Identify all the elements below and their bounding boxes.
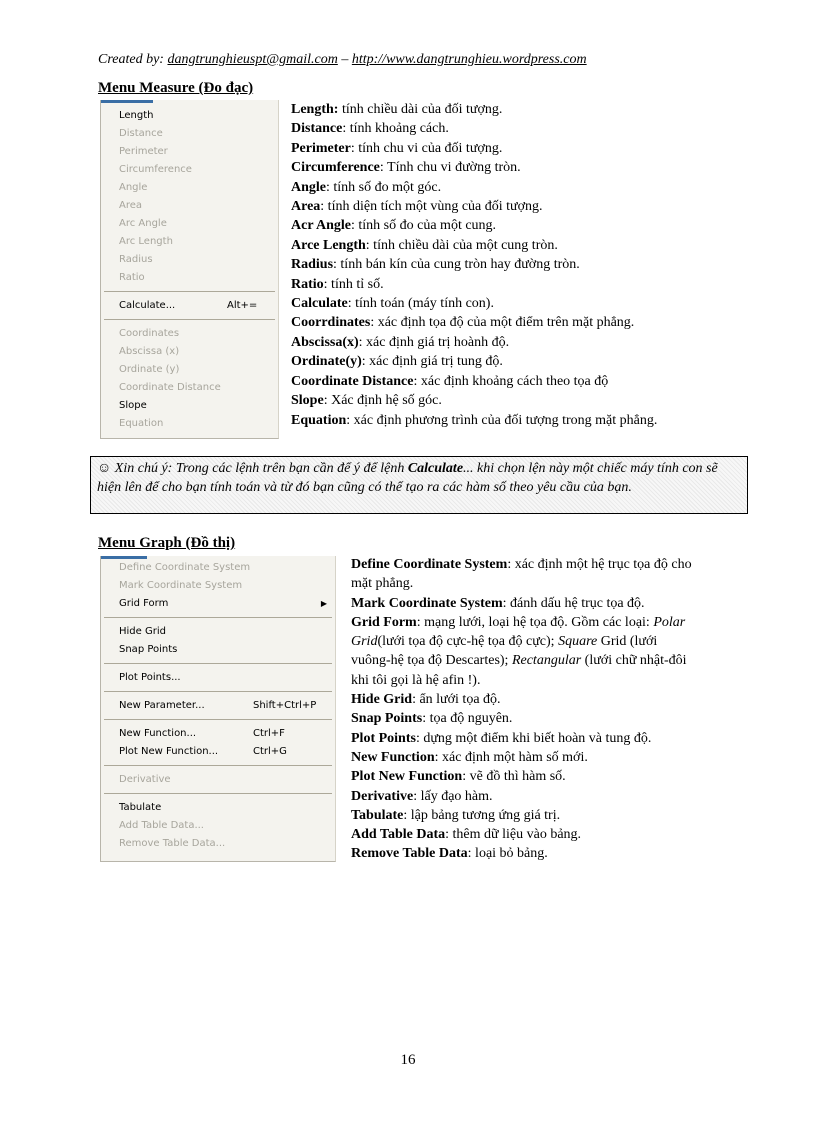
desc-item: khi tôi gọi là hệ afin !). (351, 672, 481, 688)
menu-separator (104, 319, 275, 320)
measure-menu-item-ordinate: Ordinate (y) (119, 364, 180, 375)
graph-descriptions (351, 555, 751, 864)
measure-menu-item-perimeter: Perimeter (119, 146, 168, 157)
graph-menu-item-plot-new-function[interactable]: Plot New Function... (119, 746, 219, 757)
measure-menu-item-radius: Radius (119, 254, 153, 265)
menu-separator (104, 617, 332, 618)
graph-menu-item-tabulate[interactable]: Tabulate (119, 802, 162, 813)
desc-item: Abscissa(x): xác định giá trị hoành độ. (291, 334, 510, 350)
desc-item: Calculate: tính toán (máy tính con). (291, 296, 494, 312)
desc-item: mặt phẳng. (351, 576, 414, 592)
measure-menu-item-arc-length: Arc Length (119, 236, 173, 247)
desc-item: Hide Grid: ẩn lưới tọa độ. (351, 692, 501, 708)
desc-item: Snap Points: tọa độ nguyên. (351, 711, 513, 727)
menu-separator (104, 765, 332, 766)
desc-item: Plot New Function: vẽ đồ thì hàm số. (351, 769, 566, 785)
measure-menu-item-calculate[interactable]: Calculate... (119, 300, 176, 311)
graph-menu-item-add-table-data: Add Table Data... (119, 820, 204, 831)
page-number: 16 (400, 1052, 416, 1068)
menu-separator (104, 793, 332, 794)
header-separator: – (337, 52, 352, 67)
desc-item: Distance: tính khoảng cách. (291, 121, 449, 137)
menu-highlight-bar (101, 556, 147, 559)
measure-menu-screenshot (100, 100, 279, 439)
measure-menu-item-area: Area (119, 200, 143, 211)
email-link[interactable]: dangtrunghieuspt@gmail.com (167, 52, 338, 67)
desc-item: Circumference: Tính chu vi đường tròn. (291, 160, 521, 176)
graph-section-title: Menu Graph (Đồ thị) (98, 535, 236, 551)
menu-separator (104, 291, 275, 292)
graph-menu-item-hide-grid[interactable]: Hide Grid (119, 626, 166, 637)
smiley-icon: ☺ (97, 461, 112, 476)
measure-menu-item-circumference: Circumference (119, 164, 192, 175)
desc-item: Add Table Data: thêm dữ liệu vào bảng. (351, 827, 582, 843)
website-link[interactable]: http://www.dangtrunghieu.wordpress.com (351, 52, 587, 67)
graph-menu-screenshot (100, 556, 336, 862)
measure-menu-item-equation: Equation (119, 418, 164, 429)
desc-item: Length: tính chiều dài của đối tượng. (291, 102, 503, 117)
desc-item: Grid Form: mạng lưới, loại hệ tọa độ. Gồm các loại: Polar (351, 614, 686, 630)
measure-menu-item-coordinate-distance: Coordinate Distance (119, 382, 221, 393)
new-function-shortcut: Ctrl+F (253, 728, 285, 739)
graph-menu-item-derivative: Derivative (119, 774, 171, 785)
desc-item: Coorrdinates: xác định tọa độ của một điểm trên mặt phẳng. (291, 315, 635, 331)
graph-menu-item-define-coordinate-system: Define Coordinate System (119, 562, 251, 573)
graph-menu-item-mark-coordinate-system: Mark Coordinate System (119, 580, 243, 591)
calculate-shortcut: Alt+= (227, 300, 258, 311)
desc-item: Remove Table Data: loại bỏ bảng. (351, 846, 548, 862)
desc-item: vuông-hệ tọa độ Descartes); Rectangular (lưới chữ nhật-đôi (351, 653, 687, 669)
desc-item: Acr Angle: tính số đo của một cung. (291, 218, 497, 234)
desc-item: Arce Length: tính chiều dài của một cung tròn. (291, 237, 558, 253)
note-box: ☺ Xin chú ý: Trong các lệnh trên bạn cần để ý để lệnh Calculate... khi chọn lện này một chiếc máy tính con sẽ hiện lên để cho bạn tính toán và từ đó bạn cũng có thể tạo ra các hàm số theo yêu cầu của bạn. (90, 456, 748, 514)
measure-section-title: Menu Measure (Đo đạc) (98, 80, 254, 96)
desc-item: Grid(lưới tọa độ cực-hệ tọa độ cực); Square Grid (lưới (351, 634, 658, 650)
graph-menu-item-new-function[interactable]: New Function... (119, 728, 197, 739)
menu-separator (104, 719, 332, 720)
submenu-arrow-icon: ▶ (320, 599, 327, 608)
desc-item: Equation: xác định phương trình của đối tượng trong mặt phẳng. (291, 412, 658, 428)
desc-item: Perimeter: tính chu vi của đối tượng. (291, 140, 503, 156)
measure-menu-item-length[interactable]: Length (119, 110, 154, 121)
desc-item: Coordinate Distance: xác định khoảng cách theo tọa độ (291, 373, 609, 389)
header-prefix: Created by: (98, 52, 168, 67)
new-parameter-shortcut: Shift+Ctrl+P (253, 700, 317, 711)
graph-menu-item-grid-form[interactable]: Grid Form (119, 598, 169, 609)
graph-menu-item-remove-table-data: Remove Table Data... (119, 838, 226, 849)
desc-item: Ratio: tính tỉ số. (291, 276, 384, 292)
measure-menu-item-slope[interactable]: Slope (119, 400, 147, 411)
desc-item: Derivative: lấy đạo hàm. (351, 788, 493, 804)
desc-item: Radius: tính bán kín của cung tròn hay đường tròn. (291, 257, 580, 273)
desc-item: Area: tính diện tích một vùng của đối tượng. (291, 199, 543, 215)
desc-item: Ordinate(y): xác định giá trị tung độ. (291, 354, 503, 370)
menu-separator (104, 691, 332, 692)
desc-item: New Function: xác định một hàm số mới. (351, 749, 588, 765)
desc-item: Plot Points: dựng một điểm khi biết hoàn và tung độ. (351, 730, 652, 746)
graph-menu-item-new-parameter[interactable]: New Parameter... (119, 700, 205, 711)
desc-item: Angle: tính số đo một góc. (291, 179, 442, 195)
graph-menu-item-plot-points[interactable]: Plot Points... (119, 672, 181, 683)
measure-menu-item-coordinates: Coordinates (119, 328, 180, 339)
plot-new-function-shortcut: Ctrl+G (253, 746, 287, 757)
menu-separator (104, 663, 332, 664)
desc-item: Mark Coordinate System: đánh dấu hệ trục tọa độ. (351, 595, 645, 611)
page-header (98, 52, 587, 68)
graph-menu-item-snap-points[interactable]: Snap Points (119, 644, 178, 655)
measure-menu-item-abscissa: Abscissa (x) (119, 346, 180, 357)
measure-menu-item-distance: Distance (119, 128, 163, 139)
desc-item: Define Coordinate System: xác định một hệ trục tọa độ cho (351, 557, 692, 572)
menu-highlight-bar (101, 100, 153, 103)
desc-item: Tabulate: lập bảng tương ứng giá trị. (351, 807, 561, 823)
measure-menu-item-arc-angle: Arc Angle (119, 218, 167, 229)
measure-menu-item-angle: Angle (119, 182, 148, 193)
desc-item: Slope: Xác định hệ số góc. (291, 393, 442, 409)
measure-descriptions (291, 100, 657, 430)
measure-menu-item-ratio: Ratio (119, 272, 145, 283)
